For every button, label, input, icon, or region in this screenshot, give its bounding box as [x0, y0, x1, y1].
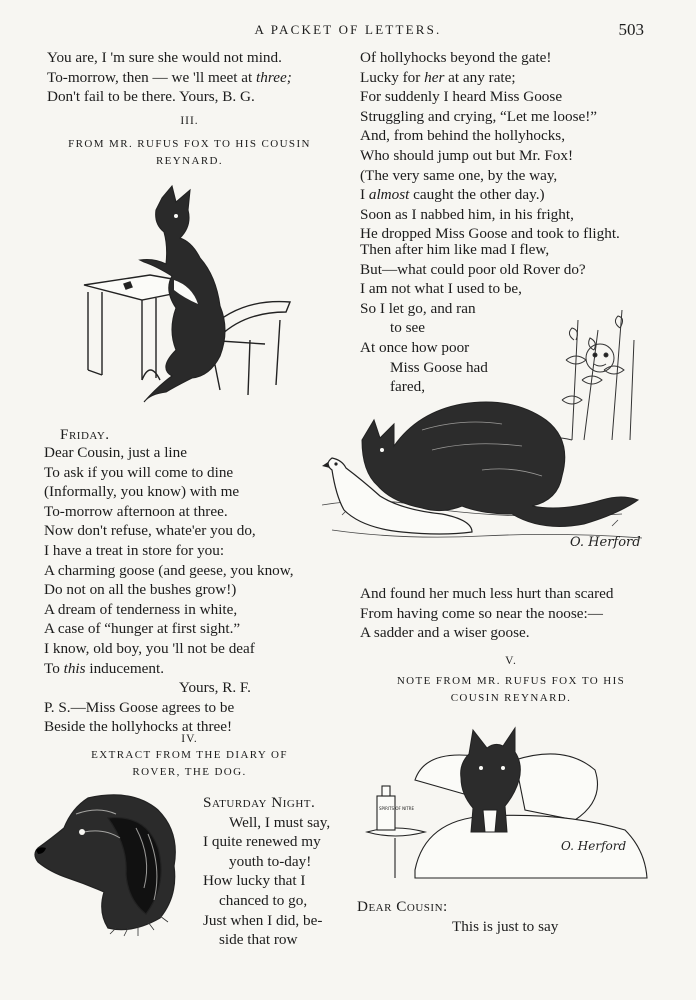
- postscript-line: Beside the hollyhocks at three!: [44, 718, 233, 736]
- heading-line: ROVER, THE DOG.: [132, 766, 247, 778]
- artist-signature: O. Herford: [570, 535, 641, 550]
- poem-line: To ask if you will come to dine: [44, 463, 234, 481]
- poem-line: So I let go, and ran: [360, 299, 476, 317]
- fox-and-goose-illustration: [322, 300, 652, 565]
- poem-line: I quite renewed my: [203, 833, 321, 851]
- note-line: This is just to say: [452, 917, 559, 935]
- poem-line: Lucky for her at any rate;: [360, 68, 516, 86]
- section-numeral: III.: [180, 115, 199, 127]
- left-column-top: [47, 48, 347, 107]
- note-greeting: Dear Cousin:: [357, 898, 448, 915]
- poem-line: To-morrow, then — we 'll meet at three;: [47, 68, 292, 86]
- poem-line: fared,: [390, 378, 425, 396]
- postscript-line: P. S.—Miss Goose agrees to be: [44, 698, 235, 716]
- section-4-diary: [203, 793, 363, 950]
- poem-line: to see: [390, 319, 426, 337]
- poem-line: But—what could poor old Rover do?: [360, 260, 586, 278]
- poem-line: Now don't refuse, whate'er you do,: [44, 522, 256, 540]
- poem-line: A sadder and a wiser goose.: [360, 624, 530, 642]
- heading-line: EXTRACT FROM THE DIARY OF: [91, 749, 288, 761]
- poem-line: Struggling and crying, “Let me loose!”: [360, 107, 598, 125]
- heading-line: REYNARD.: [155, 155, 224, 167]
- poem-line: I almost caught the other day.): [360, 186, 545, 204]
- poem-line: From having come so near the noose:—: [360, 604, 603, 622]
- poem-line: Of hollyhocks beyond the gate!: [360, 49, 552, 66]
- poem-line: To-morrow afternoon at three.: [44, 502, 228, 520]
- poem-line: And, from behind the hollyhocks,: [360, 127, 566, 145]
- poem-line: Who should jump out but Mr. Fox!: [360, 146, 574, 164]
- poem-line: A case of “hunger at first sight.”: [44, 620, 241, 638]
- letter-date: Friday.: [60, 426, 110, 443]
- rover-dog-illustration: [28, 788, 188, 938]
- poem-line: I know, old boy, you 'll not be deaf: [44, 639, 255, 657]
- fox-in-bed-illustration: [365, 720, 650, 880]
- poem-line: He dropped Miss Goose and took to flight.: [360, 225, 620, 243]
- poem-line: Then after him like mad I flew,: [360, 241, 550, 258]
- section-numeral: V.: [505, 655, 517, 667]
- poem-line: Just when I did, be-: [203, 911, 323, 929]
- page-number: 503: [618, 20, 644, 39]
- poem-line: Don't fail to be there. Yours, B. G.: [47, 88, 255, 106]
- poem-line: And found her much less hurt than scared: [360, 585, 614, 602]
- section-4-heading: [47, 733, 332, 781]
- poem-line: A dream of tenderness in white,: [44, 600, 238, 618]
- signoff: Yours, R. F.: [179, 679, 251, 697]
- artist-signature: O. Herford: [561, 839, 627, 853]
- poem-line: At once how poor: [360, 338, 470, 356]
- poem-line: How lucky that I: [203, 872, 306, 890]
- section-3-letter: [60, 425, 360, 445]
- heading-line: COUSIN REYNARD.: [450, 692, 572, 704]
- poem-line: chanced to go,: [219, 891, 308, 909]
- poem-line: (Informally, you know) with me: [44, 483, 240, 501]
- section-3-heading: [47, 115, 332, 170]
- poem-line: I have a treat in store for you:: [44, 541, 225, 559]
- heading-line: NOTE FROM MR. RUFUS FOX TO HIS: [396, 675, 626, 687]
- poem-line: Miss Goose had: [390, 358, 488, 376]
- poem-line: (The very same one, by the way,: [360, 166, 558, 184]
- right-column-top: [360, 48, 660, 244]
- poem-line: Dear Cousin, just a line: [44, 444, 187, 461]
- heading-line: FROM MR. RUFUS FOX TO HIS COUSIN: [68, 138, 311, 150]
- right-column-after: [360, 584, 660, 643]
- section-numeral: IV.: [181, 733, 198, 745]
- poem-line: A charming goose (and geese, you know,: [44, 561, 294, 579]
- poem-line: Soon as I nabbed him, in his fright,: [360, 205, 574, 223]
- poem-line: For suddenly I heard Miss Goose: [360, 88, 563, 106]
- poem-line: To this inducement.: [44, 659, 165, 677]
- running-title: A PACKET OF LETTERS.: [254, 22, 442, 37]
- diary-date: Saturday Night.: [203, 794, 316, 811]
- poem-line: youth to-day!: [229, 852, 312, 870]
- poem-line: You are, I 'm sure she would not mind.: [47, 49, 282, 66]
- bottle-label: SPIRITS OF NITRE: [379, 806, 414, 811]
- poem-line: side that row: [219, 931, 298, 949]
- poem-line: Do not on all the bushes grow!): [44, 581, 237, 599]
- fox-at-desk-illustration: [80, 180, 300, 410]
- poem-line: I am not what I used to be,: [360, 280, 522, 298]
- section-5-heading: [355, 655, 667, 707]
- page-header: [0, 22, 696, 46]
- section-5-note: [357, 897, 657, 936]
- poem-line: Well, I must say,: [229, 813, 331, 831]
- section-3-letter-body: [44, 443, 354, 737]
